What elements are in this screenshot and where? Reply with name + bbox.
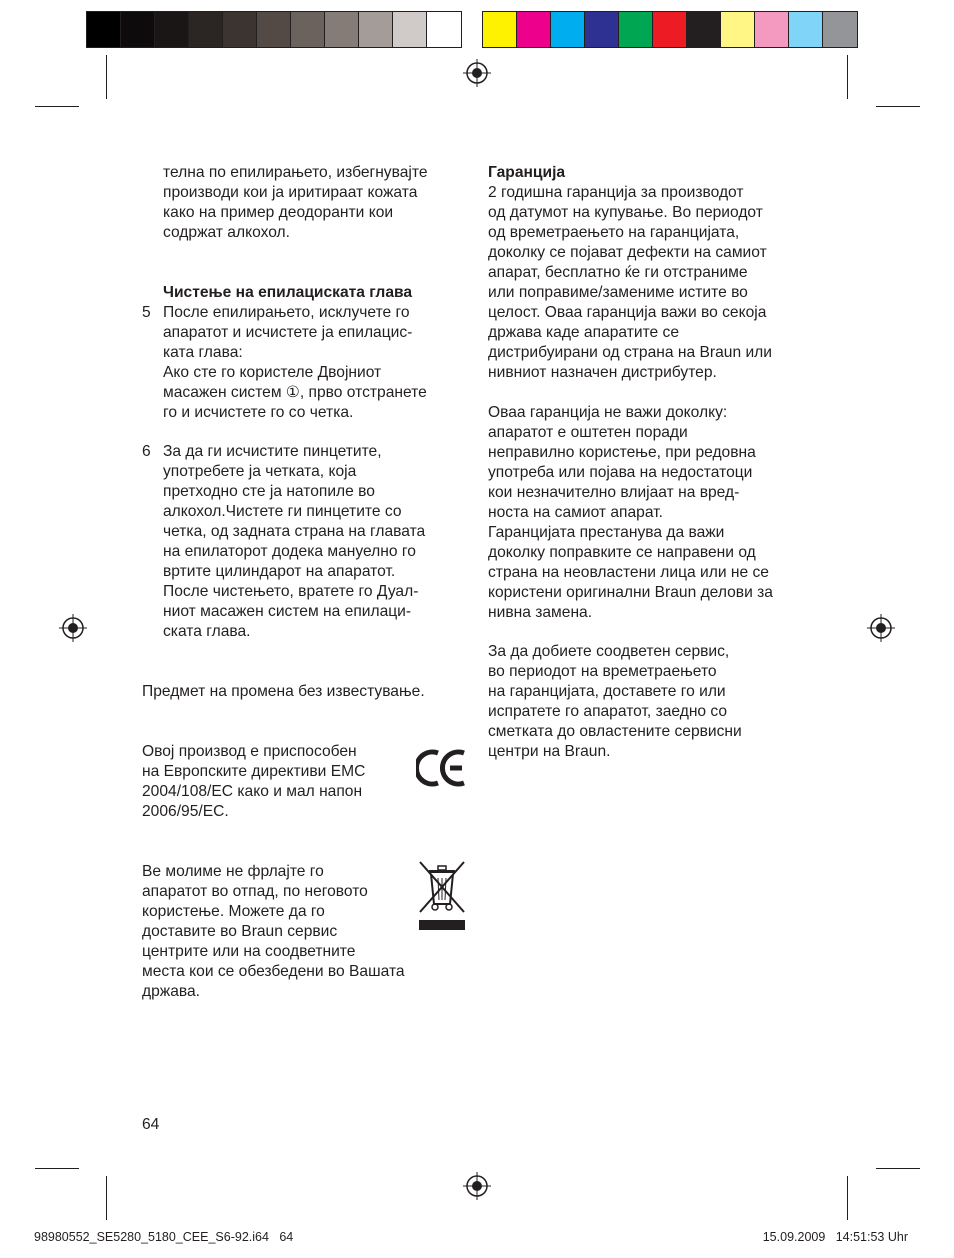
- crop-mark: [35, 1168, 79, 1169]
- step-5-text: После епилирањето, исклучете го апаратот и исчистете ја епилацис- ката глава: Ако сте го користеле Двојниот масажен систем ①, прво отстранете го и исчистете го со четка.: [163, 304, 427, 421]
- crop-mark: [876, 106, 920, 107]
- ce-conformity-text: Овој производ е приспособен на Европските директиви EMC 2004/108/EC како и мал напон 2006/95/EC.: [142, 743, 366, 820]
- process-color-bar: [482, 11, 858, 48]
- registration-mark-icon: [867, 614, 895, 642]
- crop-mark: [35, 106, 79, 107]
- crossed-out-wheelie-bin-icon: [418, 860, 466, 932]
- crop-mark: [106, 55, 107, 99]
- grayscale-color-bar: [86, 11, 462, 48]
- color-swatch: [223, 12, 257, 47]
- guarantee-heading: Гаранција: [488, 164, 566, 181]
- guarantee-paragraph-3: За да добиете соодветен сервис, во периодот на времетраењето на гаранцијата, доставете го или испратете го апаратот, заедно со сметката до овластените сервисни центри на Braun.: [488, 643, 742, 760]
- color-swatch: [359, 12, 393, 47]
- crop-mark: [876, 1168, 920, 1169]
- color-swatch: [789, 12, 823, 47]
- color-swatch: [257, 12, 291, 47]
- guarantee-paragraph-2: Оваа гаранција не важи доколку: апаратот е оштетен поради неправилно користење, при редовна употреба или појава на недостатоци кои незначително влијаат на вред- носта на самиот апарат. Гаранцијата престанува да важи доколку поправките се направени од страна на неовластени лица или не се користени оригинални Braun делови за нивна замена.: [488, 404, 773, 621]
- color-swatch: [551, 12, 585, 47]
- step-5-number: 5: [142, 304, 151, 321]
- color-swatch: [755, 12, 789, 47]
- step-6-text: За да ги исчистите пинцетите, употребете ја четката, која претходно сте ја натопиле во алкохол.Чистете ги пинцетите со четка, од задната страна на главата на епилаторот додека мануелно го вртите цилиндарот на апаратот. После чистењето, вратете го Дуал- ниот масажен систем на епилаци- ската глава.: [163, 443, 426, 640]
- registration-mark-icon: [463, 1172, 491, 1200]
- cleaning-heading: Чистење на епилациската глава: [163, 284, 413, 301]
- color-swatch: [687, 12, 721, 47]
- registration-mark-icon: [59, 614, 87, 642]
- color-swatch: [325, 12, 359, 47]
- color-swatch: [653, 12, 687, 47]
- subject-to-change-note: Предмет на промена без известување.: [142, 683, 425, 700]
- color-swatch: [517, 12, 551, 47]
- ce-mark-icon: [416, 747, 468, 789]
- guarantee-paragraph-1: 2 годишна гаранција за производот од датумот на купување. Во периодот од времетраењето на гаранцијата, доколку се појават дефекти на самиот апарат, бесплатно ќе ги отстраниме или поправиме/замениме истите во целост. Оваа гаранција важи во секоја држава каде апаратите се дистрибуирани од страна на Braun или нивниот назначен дистрибутер.: [488, 184, 772, 381]
- intro-paragraph: телна по епилирањето, избегнувајте производи кои ја иритираат кожата како на пример деодоранти кои содржат алкохол.: [163, 164, 428, 241]
- footer-timestamp: 15.09.2009 14:51:53 Uhr: [762, 1230, 908, 1244]
- crop-mark: [106, 1176, 107, 1220]
- color-swatch: [619, 12, 653, 47]
- color-swatch: [427, 12, 461, 47]
- color-swatch: [823, 12, 857, 47]
- color-swatch: [87, 12, 121, 47]
- color-swatch: [585, 12, 619, 47]
- color-swatch: [483, 12, 517, 47]
- footer-file-info: 98980552_SE5280_5180_CEE_S6-92.i64 64: [34, 1230, 294, 1244]
- registration-mark-icon: [463, 59, 491, 87]
- page-number: 64: [142, 1116, 160, 1133]
- crop-mark: [847, 1176, 848, 1220]
- crop-mark: [847, 55, 848, 99]
- color-swatch: [291, 12, 325, 47]
- color-swatch: [189, 12, 223, 47]
- color-swatch: [155, 12, 189, 47]
- color-swatch: [721, 12, 755, 47]
- color-swatch: [393, 12, 427, 47]
- disposal-text: Ве молиме не фрлајте го апаратот во отпад, по неговото користење. Можете да го доставите во Braun сервис центрите или на соодветните места кои се обезбедени во Вашата држава.: [142, 863, 405, 1000]
- step-6-number: 6: [142, 443, 151, 460]
- color-swatch: [121, 12, 155, 47]
